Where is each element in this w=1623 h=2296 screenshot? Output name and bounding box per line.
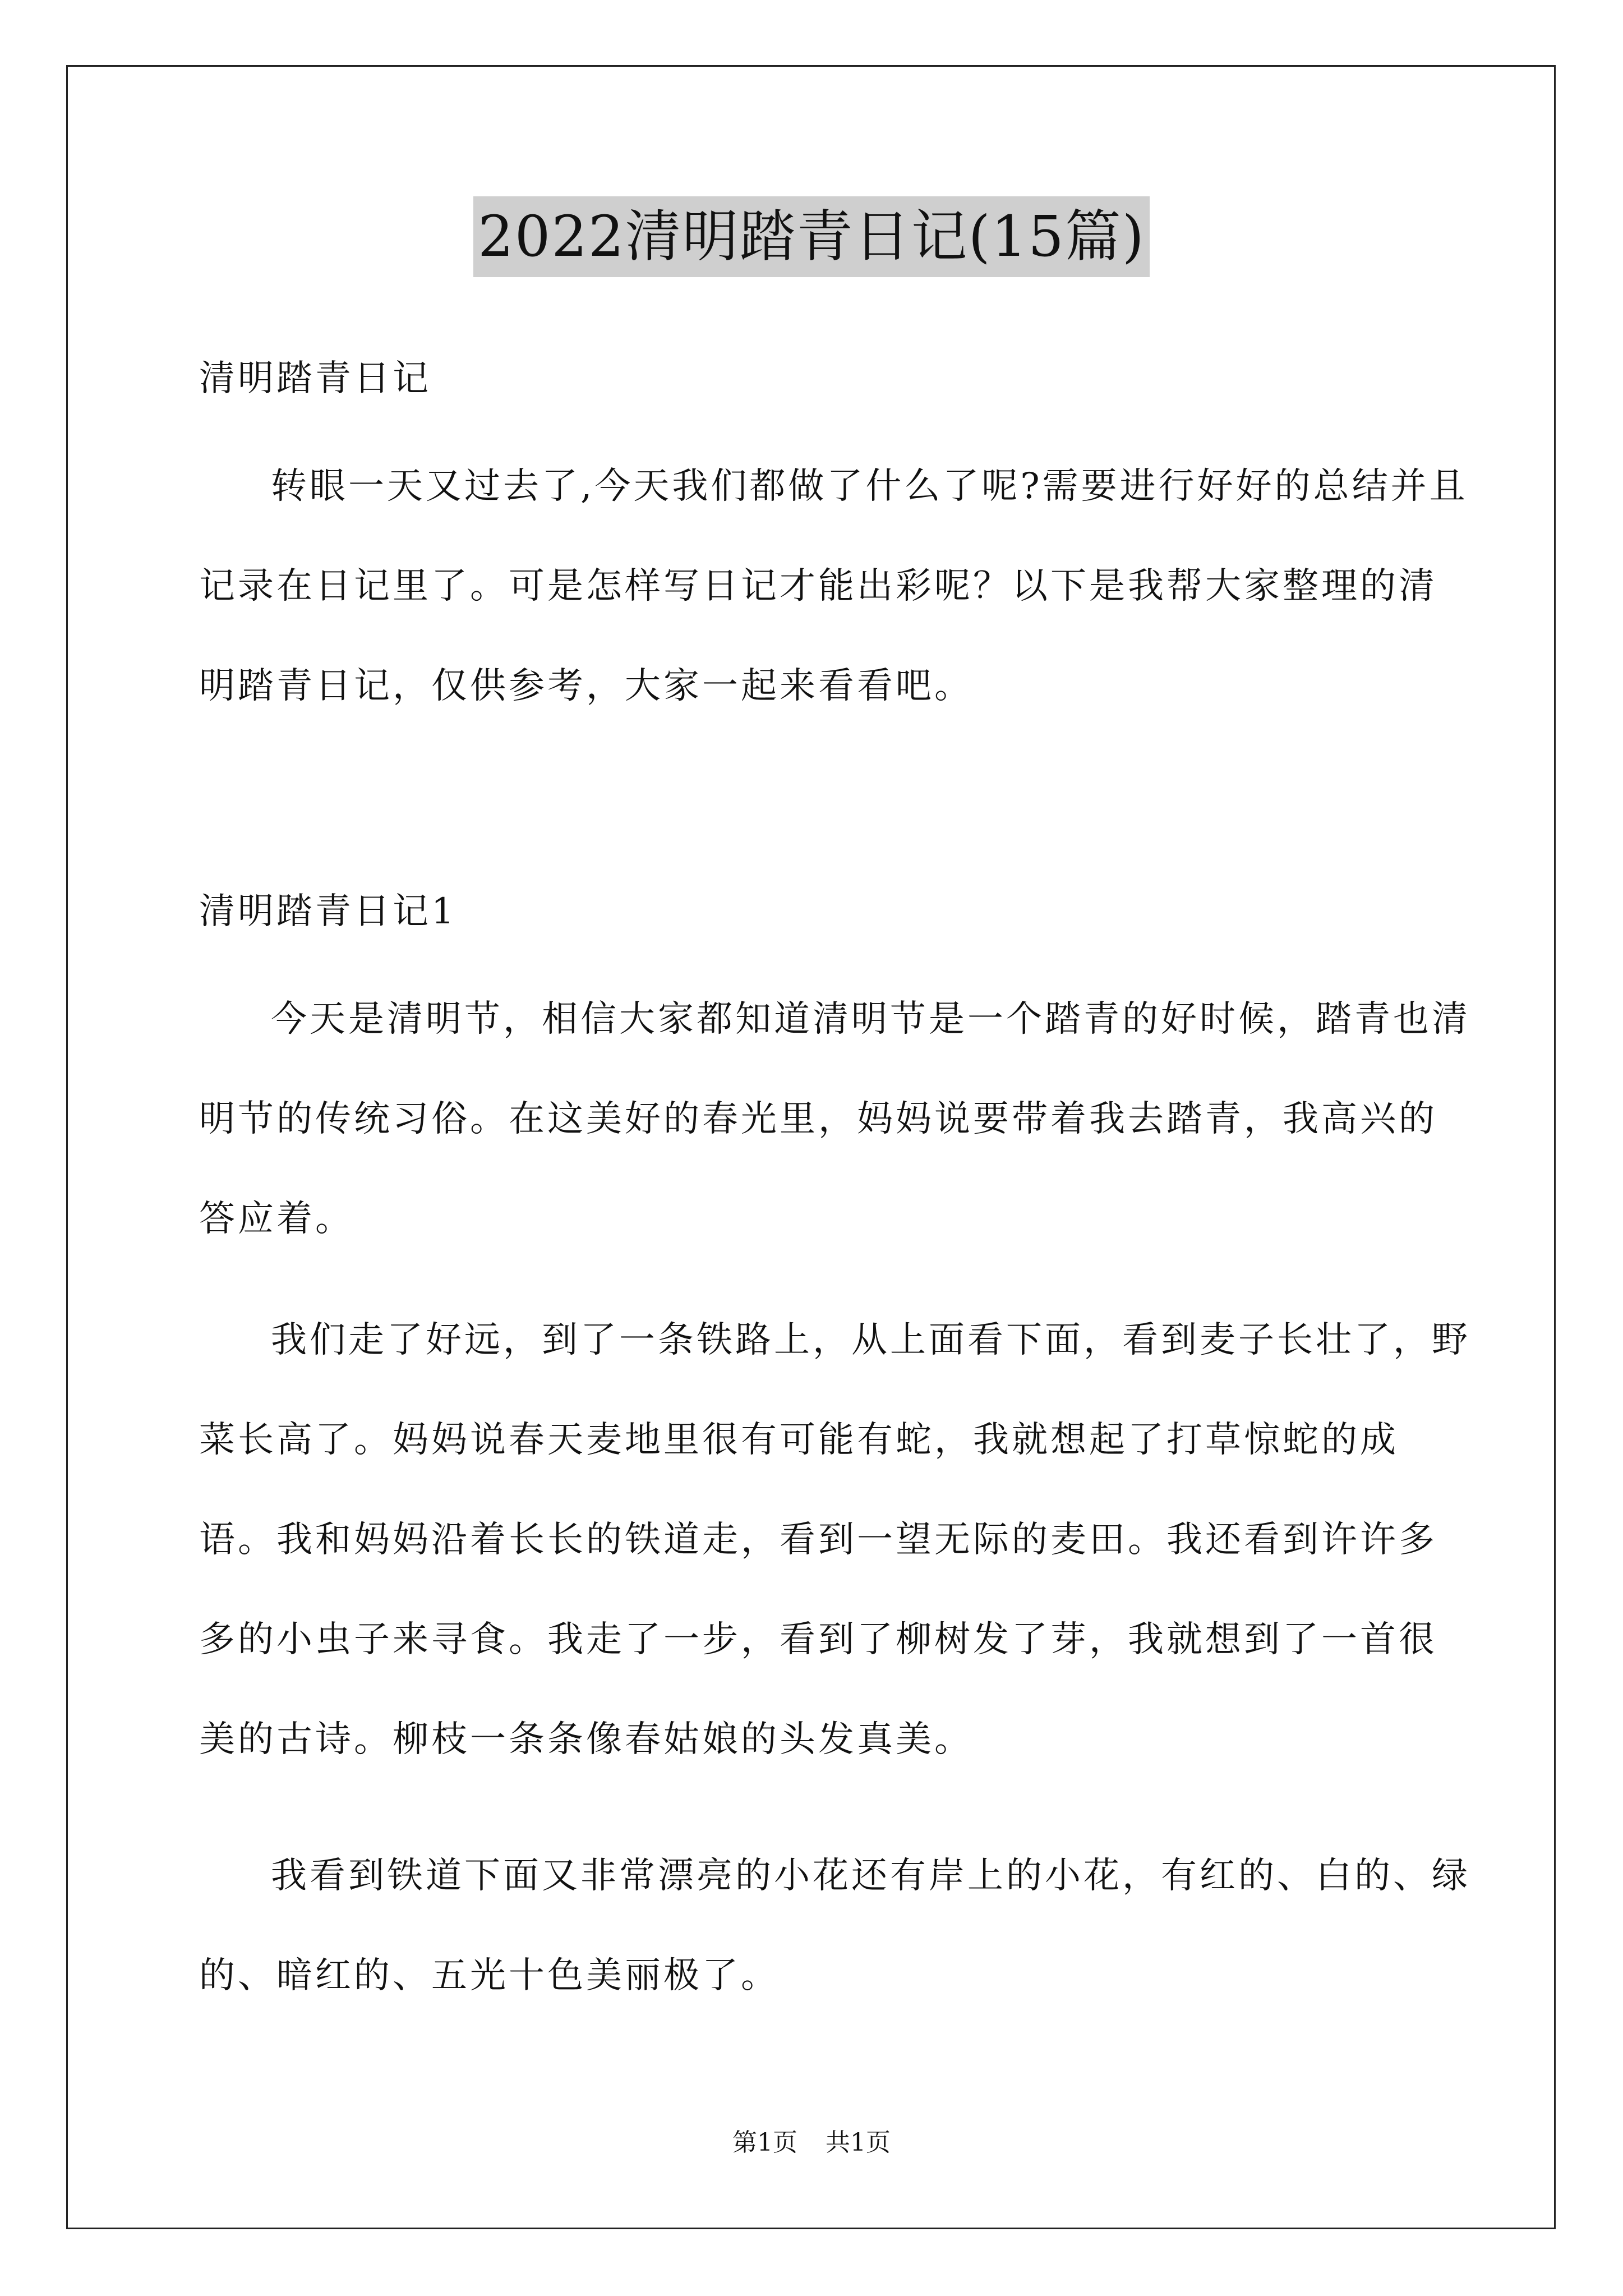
diary-paragraph-1: 今天是清明节，相信大家都知道清明节是一个踏青的好时候，踏青也清明节的传统习俗。在这美好的春光里，妈妈说要带着我去踏青，我高兴的答应着。 xyxy=(199,999,1470,1240)
title-container xyxy=(0,196,1623,277)
document-title: 2022清明踏青日记(15篇) xyxy=(473,196,1150,277)
diary-paragraph-2: 我们走了好远，到了一条铁路上，从上面看下面，看到麦子长壮了，野菜长高了。妈妈说春天麦地里很有可能有蛇，我就想起了打草惊蛇的成语。我和妈妈沿着长长的铁道走，看到一望无际的麦田。我还看到许许多多的小虫子来寻食。我走了一步，看到了柳树发了芽，我就想到了一首很美的古诗。柳枝一条条像春姑娘的头发真美。 xyxy=(199,1319,1470,1760)
diary-paragraph-3: 我看到铁道下面又非常漂亮的小花还有岸上的小花，有红的、白的、绿的、暗红的、五光十色美丽极了。 xyxy=(199,1855,1470,1996)
page-total: 共1页 xyxy=(826,2128,891,2157)
section-heading-1: 清明踏青日记1 xyxy=(199,891,457,932)
section-heading: 清明踏青日记 xyxy=(199,358,431,399)
page-number: 第1页 xyxy=(732,2128,797,2157)
intro-paragraph: 转眼一天又过去了,今天我们都做了什么了呢?需要进行好好的总结并且记录在日记里了。可是怎样写日记才能出彩呢？以下是我帮大家整理的清明踏青日记，仅供参考，大家一起来看看吧。 xyxy=(199,466,1468,707)
page-footer xyxy=(0,2126,1623,2160)
